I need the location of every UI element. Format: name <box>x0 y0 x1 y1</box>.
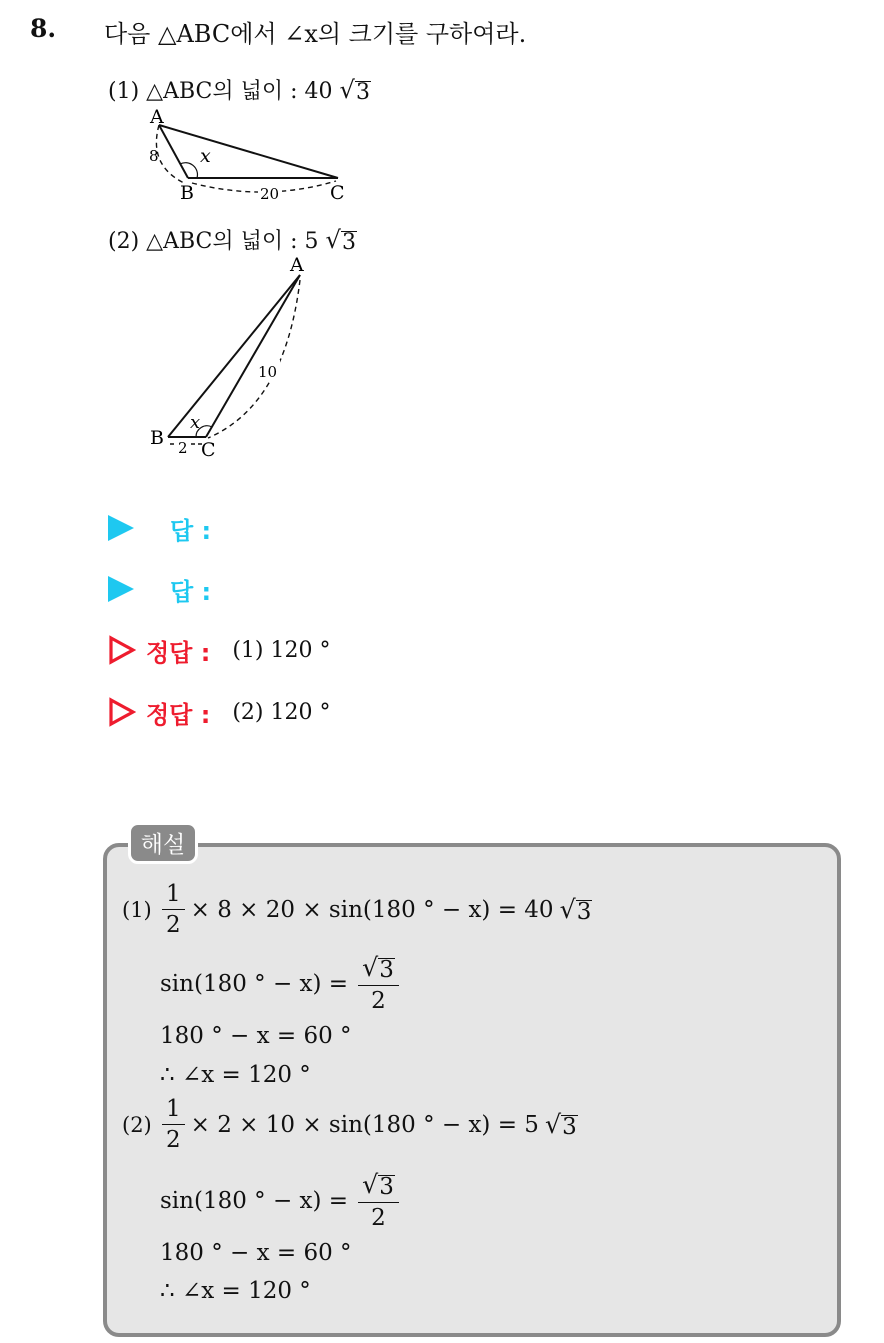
part1-label-row <box>108 74 371 105</box>
explanation-tag: 해설 <box>128 822 198 864</box>
explanation-p1-eq2 <box>160 955 405 1013</box>
answer-blank-1 <box>108 511 211 545</box>
part1-vertex-a: A <box>150 106 164 128</box>
explanation-p2-eq1-sqrt: √ 3 <box>544 1110 577 1141</box>
explanation-p2-eq1-text: × 2 × 10 × sin(180 ° − x) = 5 <box>190 1111 539 1138</box>
explanation-p1-eq2-frac: √ 3 2 <box>358 955 399 1013</box>
part2-vertex-b: B <box>150 427 164 449</box>
part2-side-ac <box>206 275 300 437</box>
part2-angle-x: x <box>190 412 201 433</box>
part1-angle-x: x <box>200 145 211 167</box>
explanation-p2-eq2-text: sin(180 ° − x) = <box>160 1187 349 1214</box>
explanation-p1-eq1-text: × 8 × 20 × sin(180 ° − x) = 40 <box>190 896 554 923</box>
part1-area-sqrt: √ 3 <box>339 76 370 105</box>
part1-length-bc: 20 <box>260 185 280 203</box>
explanation-p1-eq2-text: sin(180 ° − x) = <box>160 970 349 997</box>
part1-dim-ab <box>156 125 184 183</box>
correct-answer-1-label: 정답 : <box>146 638 211 667</box>
question-text: 다음 △ABC에서 ∠x의 크기를 구하여라. <box>104 20 527 48</box>
part2-side-ab <box>168 275 300 437</box>
part2-length-bc: 2 <box>178 439 188 457</box>
explanation-p2-half: $\frac{1}{2}$ <box>162 1097 185 1152</box>
part2-length-ac: 10 <box>258 363 278 381</box>
part1-label: (1) △ABC의 넓이 : 40 <box>108 79 333 104</box>
play-marker-icon <box>108 515 134 541</box>
question-number: 8. <box>30 14 57 43</box>
part1-triangle-figure <box>140 105 370 205</box>
part2-label: (2) △ABC의 넓이 : 5 <box>108 229 319 254</box>
outline-play-marker-icon <box>108 697 136 727</box>
part2-triangle-figure <box>140 250 320 465</box>
correct-answer-2-value: (2) 120 ° <box>232 699 331 725</box>
part2-vertex-c: C <box>201 439 216 461</box>
explanation-p1-eq4: ∴ ∠x = 120 ° <box>160 1062 311 1088</box>
part2-vertex-a: A <box>290 254 304 276</box>
explanation-p2-eq4: ∴ ∠x = 120 ° <box>160 1278 311 1304</box>
part2-area-sqrt: √ 3 <box>325 226 356 255</box>
explanation-p2-eq1 <box>122 1097 578 1152</box>
explanation-p2-eq2 <box>160 1172 405 1230</box>
part1-vertex-c: C <box>330 182 345 204</box>
part1-angle-arc <box>180 163 197 178</box>
answer-blank-2-label: 답 : <box>170 577 212 606</box>
part1-length-ab: 8 <box>149 147 159 165</box>
part2-dim-ac <box>208 280 300 438</box>
explanation-p1-eq1-sqrt: √ 3 <box>559 895 592 926</box>
correct-answer-1-value: (1) 120 ° <box>232 637 331 663</box>
play-marker-icon <box>108 576 134 602</box>
explanation-p2-eq3: 180 ° − x = 60 ° <box>160 1240 352 1266</box>
answer-blank-2 <box>108 572 211 606</box>
part1-side-ac <box>159 125 338 178</box>
correct-answer-2-label: 정답 : <box>146 700 211 729</box>
explanation-p2-prefix: (2) <box>122 1112 152 1137</box>
answer-blank-1-label: 답 : <box>170 516 212 545</box>
correct-answer-1 <box>108 633 330 667</box>
correct-answer-2 <box>108 695 330 729</box>
explanation-p1-prefix: (1) <box>122 897 152 922</box>
explanation-p1-half: $\frac{1}{2}$ <box>162 882 185 937</box>
explanation-p1-eq1 <box>122 882 592 937</box>
part1-vertex-b: B <box>180 182 194 204</box>
explanation-p1-eq3: 180 ° − x = 60 ° <box>160 1023 352 1049</box>
explanation-p2-eq2-frac: √ 3 2 <box>358 1172 399 1230</box>
outline-play-marker-icon <box>108 635 136 665</box>
